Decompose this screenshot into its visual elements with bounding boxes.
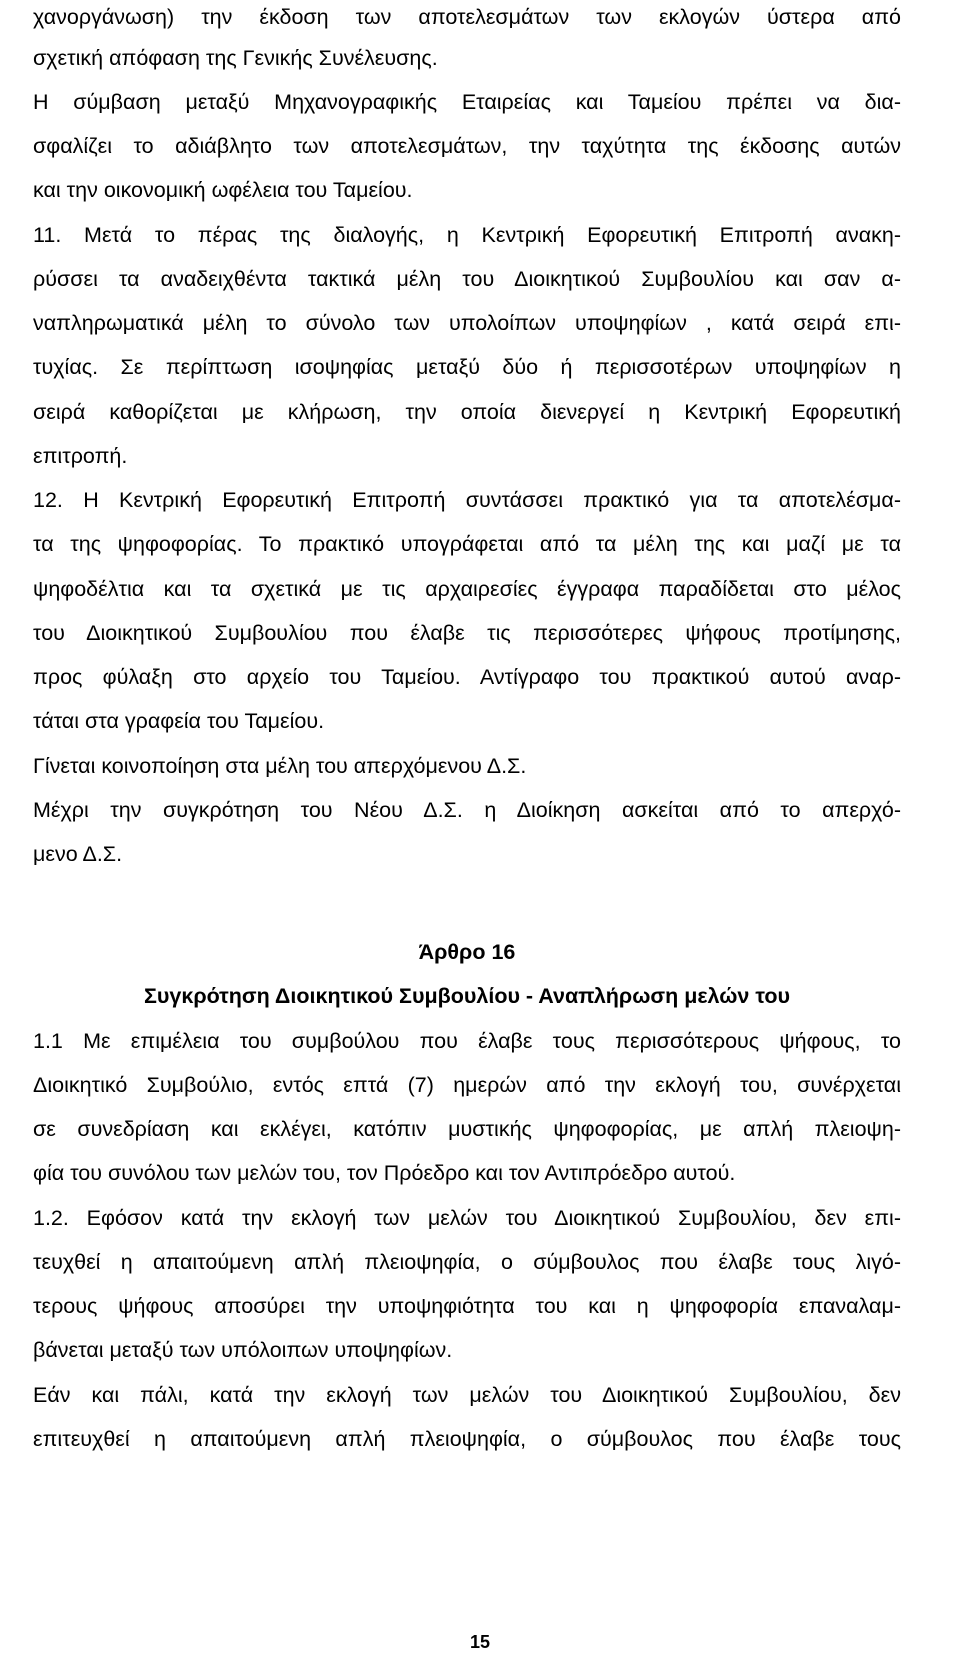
text-line: τάται στα γραφεία του Ταμείου. [33,709,325,733]
text-line: 1.2. Εφόσον κατά την εκλογή των μελών του Διοικητικού Συμβουλίου, δεν επι- [33,1206,901,1230]
text-line: τευχθεί η απαιτούμενη απλή πλειοψηφία, ο σύμβουλος που έλαβε τους λιγό- [33,1250,901,1274]
article-subheading: Συγκρότηση Διοικητικού Συμβουλίου - Αναπλήρωση μελών του [143,984,790,1008]
page-number: 15 [469,1632,491,1652]
text-line: φία του συνόλου των μελών του, τον Πρόεδρο και τον Αντιπρόεδρο αυτού. [33,1161,736,1185]
text-line: προς φύλαξη στο αρχείο του Ταμείου. Αντίγραφο του πρακτικού αυτού αναρ- [33,665,901,689]
article-heading: Άρθρο 16 [418,940,516,964]
text-line: 11. Μετά το πέρας της διαλογής, η Κεντρική Εφορευτική Επιτροπή ανακη- [33,223,901,247]
text-line: επιτροπή. [33,444,128,468]
text-line: 1.1 Με επιμέλεια του συμβούλου που έλαβε τους περισσότερους ψήφους, το [33,1029,901,1053]
text-line: επιτευχθεί η απαιτούμενη απλή πλειοψηφία, ο σύμβουλος που έλαβε τους [33,1427,901,1451]
text-line: Διοικητικό Συμβούλιο, εντός επτά (7) ημερών από την εκλογή του, συνέρχεται [33,1073,901,1097]
text-line: ναπληρωματικά μέλη το σύνολο των υπολοίπων υποψηφίων , κατά σειρά επι- [33,311,901,335]
text-line: σε συνεδρίαση και εκλέγει, κατόπιν μυστικής ψηφοφορίας, με απλή πλειοψη- [33,1117,901,1141]
text-line: Μέχρι την συγκρότηση του Νέου Δ.Σ. η Διοίκηση ασκείται από το απερχό- [33,798,901,822]
text-line: Γίνεται κοινοποίηση στα μέλη του απερχόμενου Δ.Σ. [33,754,527,778]
text-line: ψηφοδέλτια και τα σχετικά με τις αρχαιρεσίες έγγραφα παραδίδεται στο μέλος [33,577,901,601]
text-line: χανοργάνωση) την έκδοση των αποτελεσμάτων των εκλογών ύστερα από [33,5,901,29]
text-line: τα της ψηφοφορίας. Το πρακτικό υπογράφεται από τα μέλη της και μαζί με τα [33,532,901,556]
text-line: τυχίας. Σε περίπτωση ισοψηφίας μεταξύ δύο ή περισσοτέρων υποψηφίων η [33,355,901,379]
text-line: βάνεται μεταξύ των υπόλοιπων υποψηφίων. [33,1338,453,1362]
text-line: σφαλίζει το αδιάβλητο των αποτελεσμάτων, την ταχύτητα της έκδοσης αυτών [33,134,901,158]
text-line: σειρά καθορίζεται με κλήρωση, την οποία διενεργεί η Κεντρική Εφορευτική [33,400,901,424]
text-line: και την οικονομική ωφέλεια του Ταμείου. [33,178,413,202]
text-line: Εάν και πάλι, κατά την εκλογή των μελών του Διοικητικού Συμβουλίου, δεν [33,1383,901,1407]
text-line: 12. Η Κεντρική Εφορευτική Επιτροπή συντάσσει πρακτικό για τα αποτελέσμα- [33,488,901,512]
text-line: του Διοικητικού Συμβουλίου που έλαβε τις περισσότερες ψήφους προτίμησης, [33,621,901,645]
text-line: τερους ψήφους αποσύρει την υποψηφιότητα του και η ψηφοφορία επαναλαμ- [33,1294,901,1318]
text-line: μενο Δ.Σ. [33,842,123,866]
text-line: Η σύμβαση μεταξύ Μηχανογραφικής Εταιρείας και Ταμείου πρέπει να δια- [33,90,901,114]
text-line: ρύσσει τα αναδειχθέντα τακτικά μέλη του Διοικητικού Συμβουλίου και σαν α- [33,267,901,291]
text-line: σχετική απόφαση της Γενικής Συνέλευσης. [33,46,438,70]
